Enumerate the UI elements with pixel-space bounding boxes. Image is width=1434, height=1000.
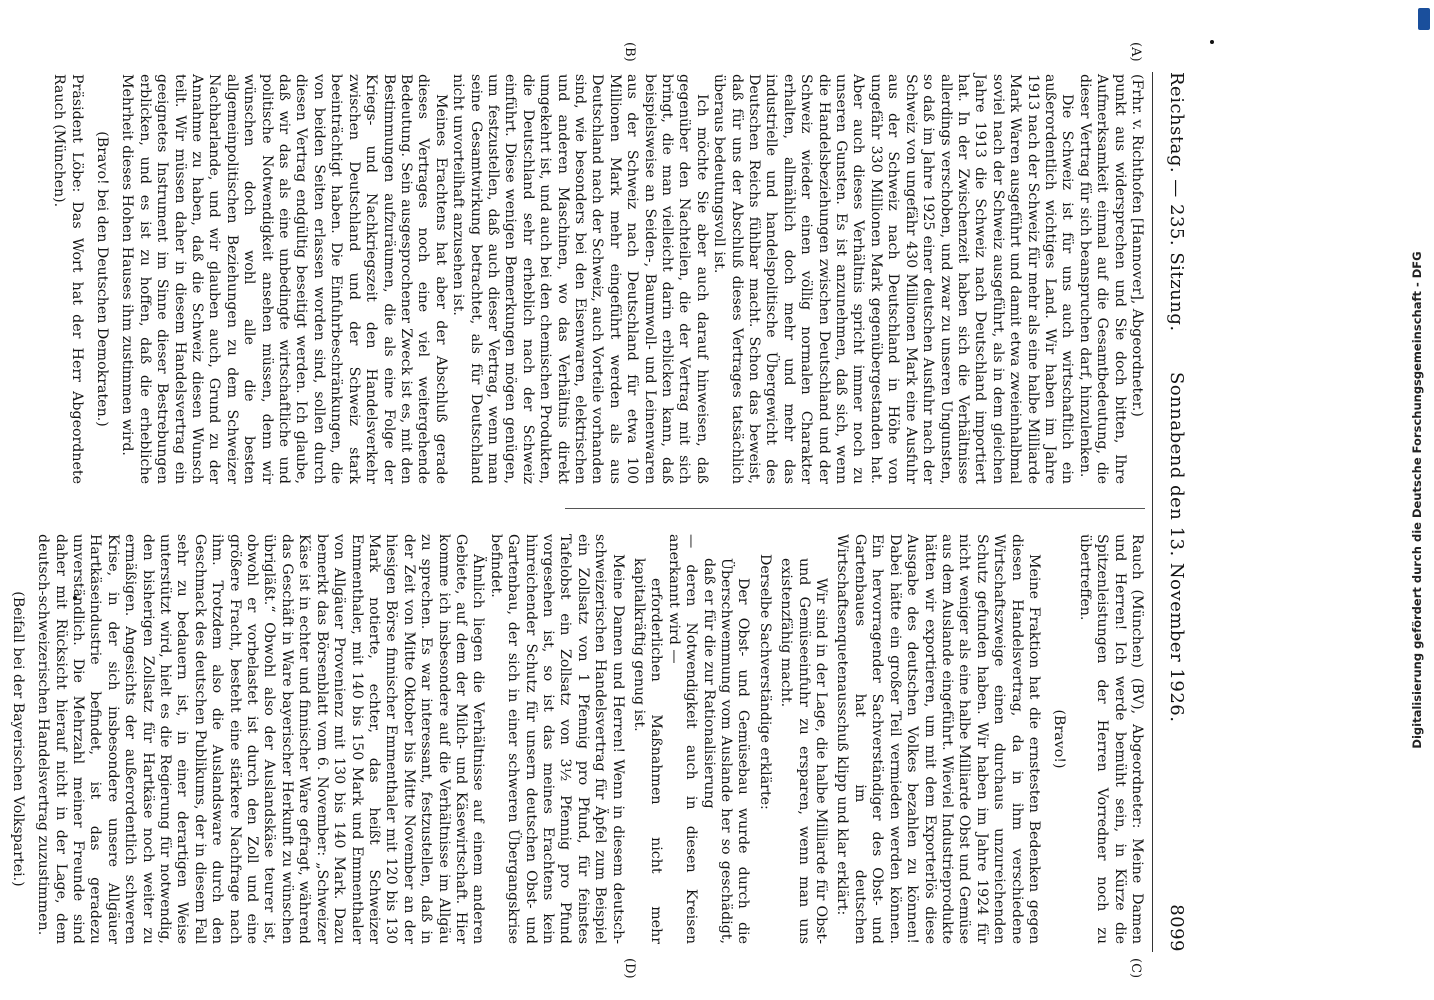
header-date: Sonnabend den 13. November 1926. (1166, 372, 1187, 723)
dfg-logo (1418, 8, 1430, 30)
speaker-line: (Frhr. v. Richthofen [Hannover], Abgeordneter.) (1129, 74, 1145, 417)
digitization-credit: Digitalisierung gefördert durch die Deutsche Forschungsgemeinschaft - DFG (1410, 251, 1424, 749)
header-session: Reichstag. — 235. Sitzung. (1166, 72, 1187, 332)
paragraph: Meine Damen und Herren! Wenn in diesem deutsch-schweizerischen Handelsvertrag für Äpfel zum Beispiel ein Zollsatz von 1 Pfennig pro Pfund, für feinstes Tafelobst ein Zollsatz von 3½ Pfennig pro Pfund vorgesehen ist, so ist das meines Erachtens kein hinreichender Schutz für unsern deutschen Obst- und Gartenbau, der sich in einer schweren Übergangskrise befindet. (487, 534, 626, 944)
quotation: Wir sind in der Lage, die halbe Milliarde für Obst- und Gemüseeinfuhr zu ersparen, wenn man uns existenzfähig macht. (778, 558, 830, 944)
applause-note: (Bravo! bei den Deutschen Demokraten.) (94, 131, 111, 427)
applause-note: (Bravo!) (1051, 709, 1068, 769)
president-line: Präsident Löbe: Das Wort hat der Herr Abgeordnete Rauch (München). (51, 74, 85, 484)
margin-mark-d: (D) (622, 958, 637, 979)
paragraph: Ähnlich liegen die Verhältnisse auf einem anderen Gebiete, auf dem der Milch- und Käsewirtschaft. Hier komme ich insbesondere auf die Verhältnisse im Allgäu zu sprechen. Es war interessant, festzustellen, daß in der Zeit von Mitte Oktober bis Mitte November an der hiesigen Börse finnischer Emmenthaler mit 120 bis 130 Mark notierte, echter, das heißt Schweizer Emmenthaler, mit 140 bis 150 Mark und Emmenthaler von Allgäuer Provenienz mit 130 bis 140 Mark. Dazu bemerkt das Börsenblatt vom 6. November: „Schweizer Käse ist in echter und finnischer Ware gefragt, während das Geschäft in Ware bayerischer Herkunft zu wünschen übrigläßt.“ Obwohl also der Auslandskäse teurer ist, obwohl er vorbelastet ist durch den Zoll und eine größere Fracht, besteht eine stärkere Nachfrage nach ihm. Trotzdem also die Auslandsware durch den Geschmack des deutschen Publikums, der in diesem Fall sehr zu bedauern ist, in einer derartigen Weise unterstützt wird, hielt es die Regierung für notwendig, den bisherigen Zollsatz für Hartkäse noch weiter zu ermäßigen. Angesichts der außerordentlich schweren Krise, in der sich insbesondere unsere Allgäuer Hartkäseindustrie befindet, ist das geradezu unverständlich. Die Mehrzahl meiner Freunde sind daher mit Rücksicht hierauf nicht in der Lage, dem deutsch-schweizerischen Handelsvertrag zuzustimmen. (35, 534, 487, 944)
applause-note: (Beifall bei der Bayerischen Volkspartei.) (9, 591, 26, 887)
margin-mark-a: (A) (1128, 42, 1143, 62)
quotation: erforderlichen Maßnahmen nicht mehr kapitalkräftig genug ist. (631, 558, 665, 944)
paragraph: Derselbe Sachverständige erklärte: (756, 554, 773, 810)
margin-mark-b: (B) (622, 42, 637, 62)
left-column (51, 74, 1145, 484)
paragraph: Meine Fraktion hat die ernstesten Bedenken gegen diesen Handelsvertrag, da in ihm verschiedene Wirtschaftszweige einen durchaus unzureichenden Schutz gefunden haben. Wir haben im Jahre 1924 für nicht weniger als eine halbe Milliarde Obst und Gemüse aus dem Auslande eingeführt. Wieviel Industrieprodukte hätten wir exportieren, um mit dem Exporterlös diese Ausgabe des deutschen Volkes bezahlen zu können! Dabei hätte ein großer Teil vermieden werden können. Ein hervorragender Sachverständiger des Obst- und Gartenbaues hat im deutschen Wirtschaftsenquetenausschuß klipp und klar erklärt: (834, 534, 1042, 944)
paragraph: Ich möchte Sie aber auch darauf hinweisen, daß gegenüber den Nachteilen, die der Vertrag mit sich bringt, die man vielleicht darin erblicken kann, daß beispielsweise an Seiden-, Baumwoll- und Leinenwaren aus der Schweiz nach Deutschland für etwa 100 Millionen Mark mehr eingeführt werden als aus Deutschland nach der Schweiz, auch Vorteile vorhanden sind, wie besonders bei den Eisenwaren, elektrischen und anderen Maschinen, wo das Verhältnis direkt umgekehrt ist, und auch bei den chemischen Produkten, die Deutschland sehr erheblich nach der Schweiz einführt. Diese wenigen Bemerkungen mögen genügen, um festzustellen, daß auch dieser Vertrag, wenn man seine Gesamtwirkung betrachtet, als für Deutschland nicht unvorteilhaft anzusehen ist. (450, 74, 710, 484)
scan-speck (1210, 40, 1214, 44)
paragraph: Meines Erachtens hat aber der Abschluß gerade dieses Vertrages noch eine viel weitergehende Bedeutung. Sein ausgesprochener Zweck ist es, mit den Bestimmungen aufzuräumen, die als eine Folge der Kriegs- und Nachkriegszeit den Handelsverkehr zwischen Deutschland und der Schweiz stark beeinträchtigt haben. Die Einfuhrbeschränkungen, die von beiden Seiten erlassen worden sind, sollen durch diesen Vertrag endgültig beseitigt werden. Ich glaube, daß wir das als eine unbedingte wirtschaftliche und politische Notwendigkeit ansehen müssen, denn wir wünschen doch wohl alle die besten allgemeinpolitischen Beziehungen zu dem Schweizer Nachbarlande, und wir glauben auch, Grund zu der Annahme zu haben, daß die Schweiz diesen Wunsch teilt. Wir müssen daher in diesem Handelsvertrag ein geeignetes Instrument im Sinne dieser Bestrebungen erblicken, und es ist zu hoffen, daß die erhebliche Mehrheit dieses Hohen Hauses ihm zustimmen wird. (119, 74, 449, 484)
interjection: — deren Notwendigkeit auch in diesen Kreisen anerkannt wird — (665, 534, 700, 944)
column-rule (565, 508, 1145, 509)
quotation: Der Obst- und Gemüsebau wurde durch die Überschwemmung vom Auslande her so geschädigt, daß er für die zur Rationalisierung (700, 558, 752, 944)
paragraph: punkt aus widersprechen und Sie doch bitten, Ihre Aufmerksamkeit einmal auf die Gesamtbedeutung, die dieser Vertrag für sich beanspruchen darf, hinzulenken. (1076, 74, 1128, 484)
page-header (1157, 72, 1197, 952)
page-number: 8099 (1166, 904, 1187, 952)
paragraph: Die Schweiz ist für uns auch wirtschaftlich ein außerordentlich wichtiges Land. Wir haben im Jahre 1913 nach der Schweiz für mehr als eine halbe Milliarde Mark Waren ausgeführt und damit etwa zweieinhalbmal soviel nach der Schweiz ausgeführt, als in dem gleichen Jahre 1913 die Schweiz nach Deutschland importiert hat. In der Zwischenzeit haben sich die Verhältnisse allerdings verschoben, und zwar zu unseren Ungunsten, so daß im Jahre 1925 einer deutschen Ausfuhr nach der Schweiz von ungefähr 430 Millionen Mark eine Ausfuhr aus der Schweiz nach Deutschland in Höhe von ungefähr 330 Millionen Mark gegenübergestanden hat. Aber auch dieses Verhältnis spricht immer noch zu unseren Gunsten. Es ist anzunehmen, daß sich, wenn die Handelsbeziehungen zwischen Deutschland und der Schweiz wieder einen völlig normalen Charakter erhalten, allmählich doch mehr und mehr das industrielle und handelspolitische Übergewicht des Deutschen Reichs fühlbar macht. Schon das beweist, daß für uns der Abschluß dieses Vertrages tatsächlich überaus bedeutungsvoll ist. (711, 74, 1076, 484)
rotated-page (9, 42, 1197, 979)
margin-mark-c: (C) (1128, 958, 1143, 979)
header-rule (1152, 72, 1153, 952)
right-column (9, 534, 1145, 944)
speaker-opening: Rauch (München) (BV), Abgeordneter: Meine Damen und Herren! Ich werde bemüht sein, in Kürze die Spitzenleistungen der Herren Vorredner noch zu übertreffen. (1076, 534, 1145, 944)
